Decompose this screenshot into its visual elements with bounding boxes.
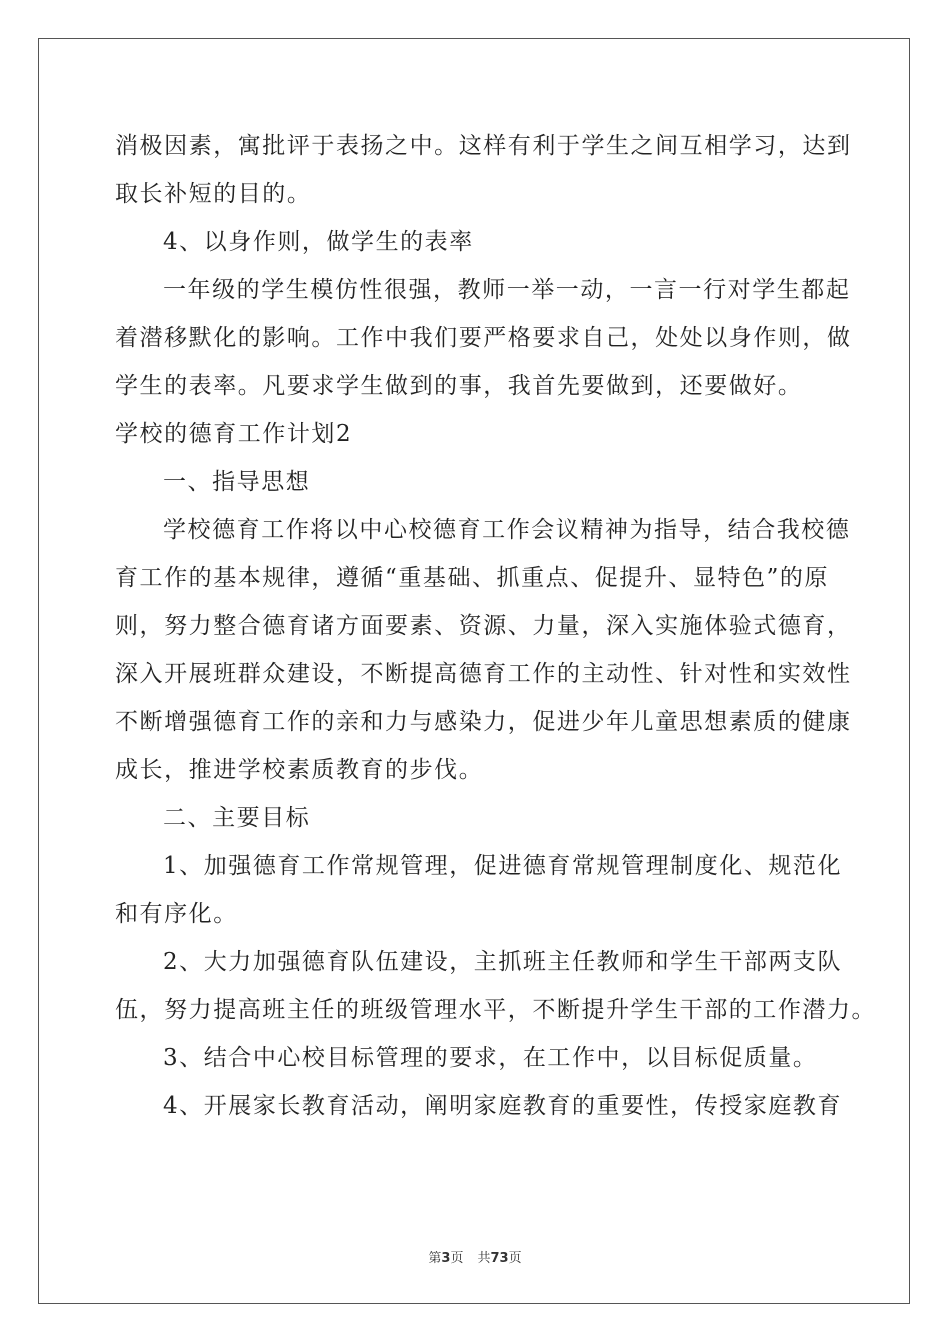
text-line: 深入开展班群众建设，不断提高德育工作的主动性、针对性和实效性 xyxy=(115,661,852,687)
section-heading: 二、主要目标 xyxy=(163,805,311,831)
text-line: 伍，努力提高班主任的班级管理水平，不断提升学生干部的工作潜力。 xyxy=(115,997,877,1023)
footer-total-prefix: 共 xyxy=(477,1251,491,1266)
text-line: 3、结合中心校目标管理的要求，在工作中，以目标促质量。 xyxy=(163,1045,818,1071)
page-footer xyxy=(0,1247,950,1266)
text-line: 2、大力加强德育队伍建设，主抓班主任教师和学生干部两支队 xyxy=(163,949,843,975)
text-line: 学生的表率。凡要求学生做到的事，我首先要做到，还要做好。 xyxy=(115,373,803,399)
text-line: 4、开展家长教育活动，阐明家庭教育的重要性，传授家庭教育 xyxy=(163,1093,843,1119)
text-line: 学校德育工作将以中心校德育工作会议精神为指导，结合我校德 xyxy=(163,517,851,543)
text-line: 成长，推进学校素质教育的步伐。 xyxy=(115,757,484,783)
text-line: 1、加强德育工作常规管理，促进德育常规管理制度化、规范化 xyxy=(163,853,843,879)
current-page-number: 3 xyxy=(441,1251,451,1266)
text-line: 不断增强德育工作的亲和力与感染力，促进少年儿童思想素质的健康 xyxy=(115,709,852,735)
text-line: 和有序化。 xyxy=(115,901,238,927)
footer-total-suffix: 页 xyxy=(508,1251,522,1266)
document-body xyxy=(115,122,877,1130)
text-line: 取长补短的目的。 xyxy=(115,181,312,207)
text-line: 则，努力整合德育诸方面要素、资源、力量，深入实施体验式德育， xyxy=(115,613,852,639)
section-heading: 4、以身作则，做学生的表率 xyxy=(163,229,474,255)
document-title: 学校的德育工作计划2 xyxy=(115,421,353,447)
footer-page-suffix: 页 xyxy=(450,1251,464,1266)
text-line: 消极因素，寓批评于表扬之中。这样有利于学生之间互相学习，达到 xyxy=(115,133,852,159)
total-pages-number: 73 xyxy=(490,1251,509,1266)
text-line: 着潜移默化的影响。工作中我们要严格要求自己，处处以身作则，做 xyxy=(115,325,852,351)
section-heading: 一、指导思想 xyxy=(163,469,311,495)
text-line: 育工作的基本规律，遵循“重基础、抓重点、促提升、显特色”的原 xyxy=(115,565,830,591)
text-line: 一年级的学生模仿性很强，教师一举一动，一言一行对学生都起 xyxy=(163,277,851,303)
footer-prefix: 第 xyxy=(428,1251,442,1266)
